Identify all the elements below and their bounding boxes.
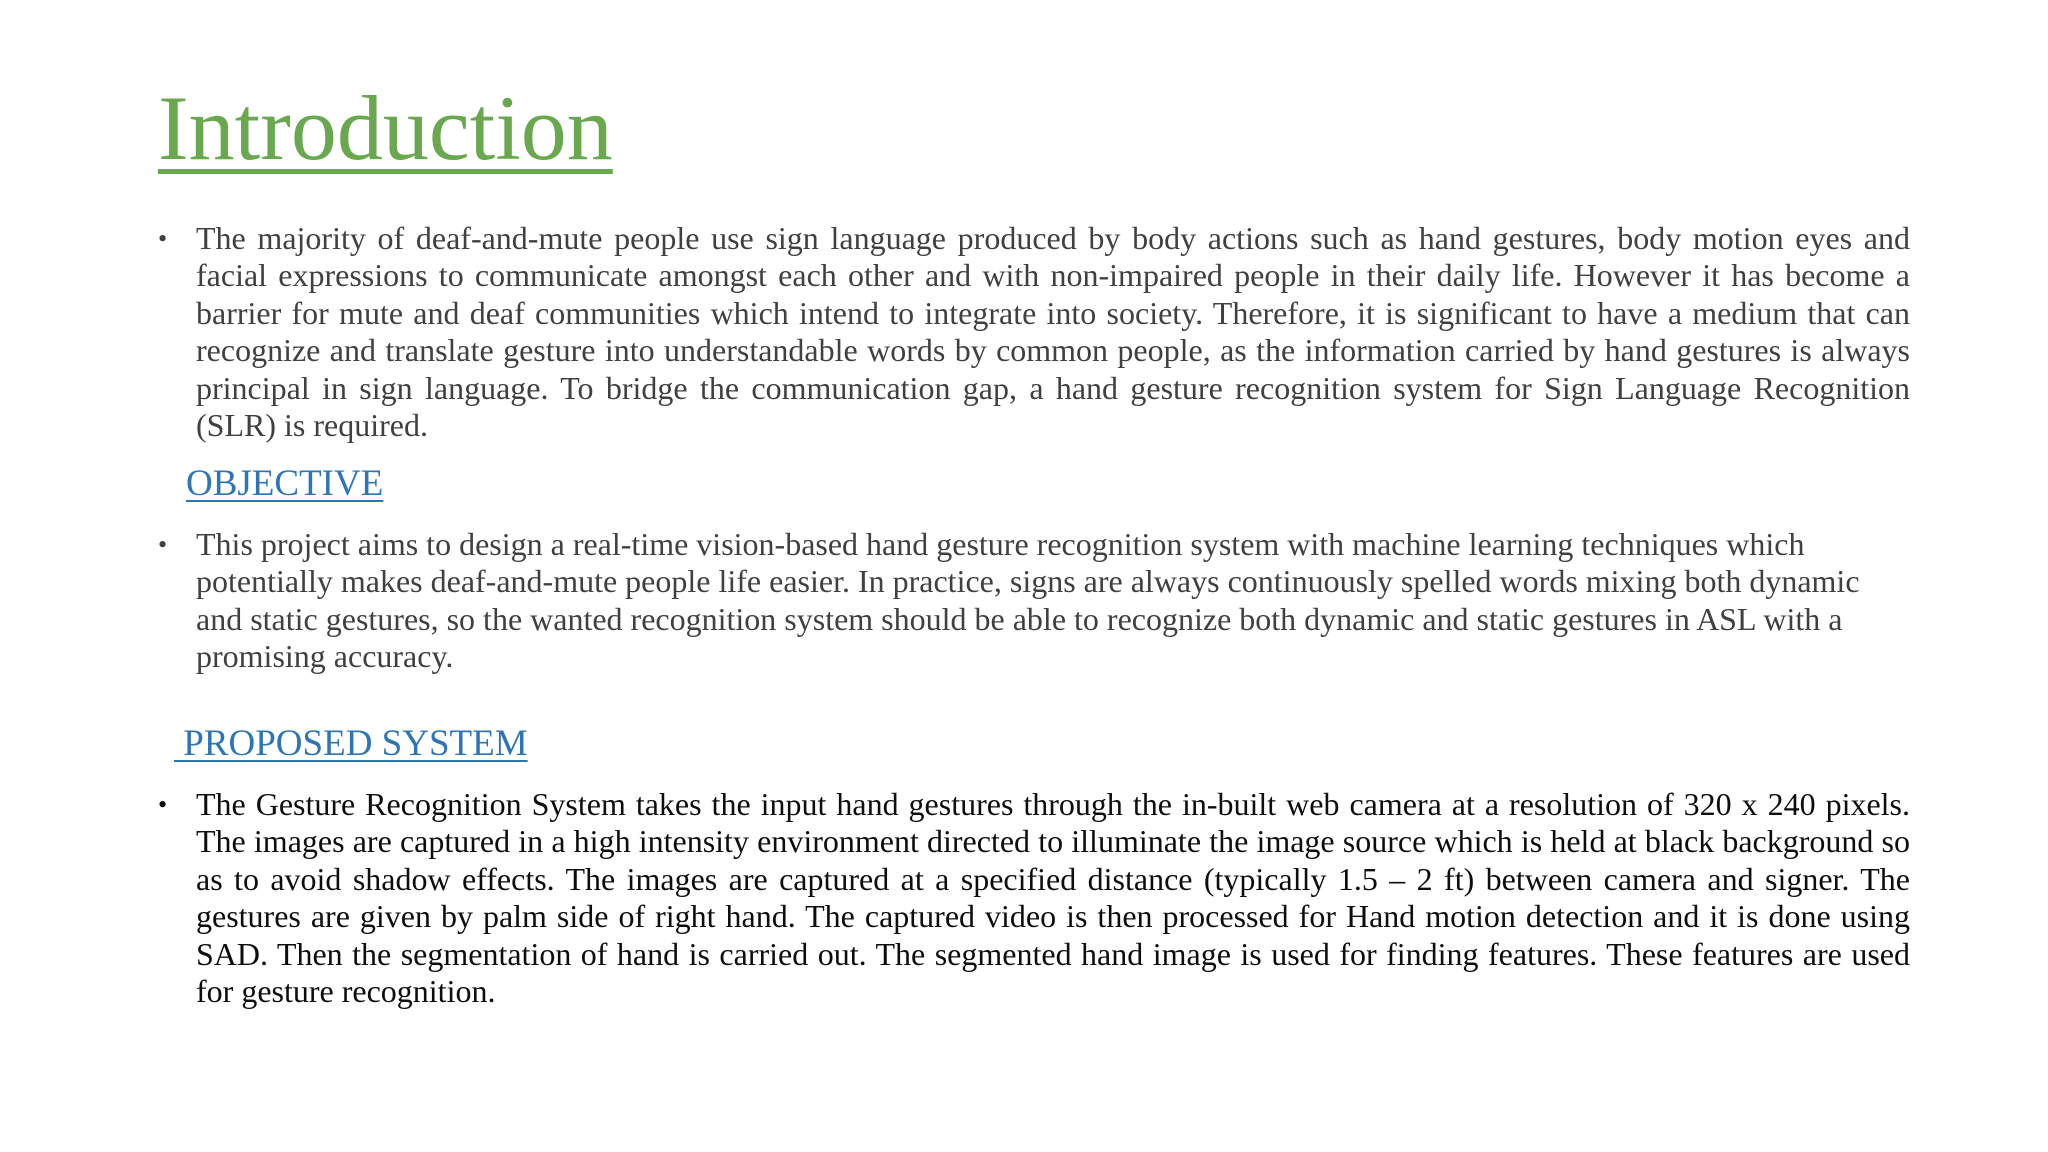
bullet-icon: • [158, 790, 168, 819]
intro-paragraph: The majority of deaf-and-mute people use sign language produced by body actions such as hand gestures, body motion eyes and facial expressions to communicate amongst each other and with non-impaired people in their daily life. However it has become a barrier for mute and deaf communities which intend to integrate into society. Therefore, it is significant to have a medium that can recognize and translate gesture into understandable words by common people, as the information carried by hand gestures is always principal in sign language. To bridge the communication gap, a hand gesture recognition system for Sign Language Recognition (SLR) is required. [196, 220, 1910, 444]
bullet-icon: • [158, 224, 168, 253]
proposed-bullet-item [158, 786, 1910, 1010]
objective-heading: OBJECTIVE [186, 463, 384, 504]
intro-bullet-item [158, 220, 1910, 444]
proposed-paragraph: The Gesture Recognition System takes the input hand gestures through the in-built web camera at a resolution of 320 x 240 pixels. The images are captured in a high intensity environment directed to illuminate the image source which is held at black background so as to avoid shadow effects. The images are captured at a specified distance (typically 1.5 – 2 ft) between camera and signer. The gestures are given by palm side of right hand. The captured video is then processed for Hand motion detection and it is done using SAD. Then the segmentation of hand is carried out. The segmented hand image is used for finding features. These features are used for gesture recognition. [196, 786, 1910, 1010]
objective-bullet-item [158, 526, 1910, 676]
objective-paragraph: This project aims to design a real-time vision-based hand gesture recognition system with machine learning techniques which potentially makes deaf-and-mute people life easier. In practice, signs are always continuously spelled words mixing both dynamic and static gestures, so the wanted recognition system should be able to recognize both dynamic and static gestures in ASL with a promising accuracy. [196, 526, 1860, 675]
slide-title: Introduction [158, 77, 613, 179]
proposed-system-heading: PROPOSED SYSTEM [174, 723, 528, 764]
bullet-icon: • [158, 530, 168, 559]
